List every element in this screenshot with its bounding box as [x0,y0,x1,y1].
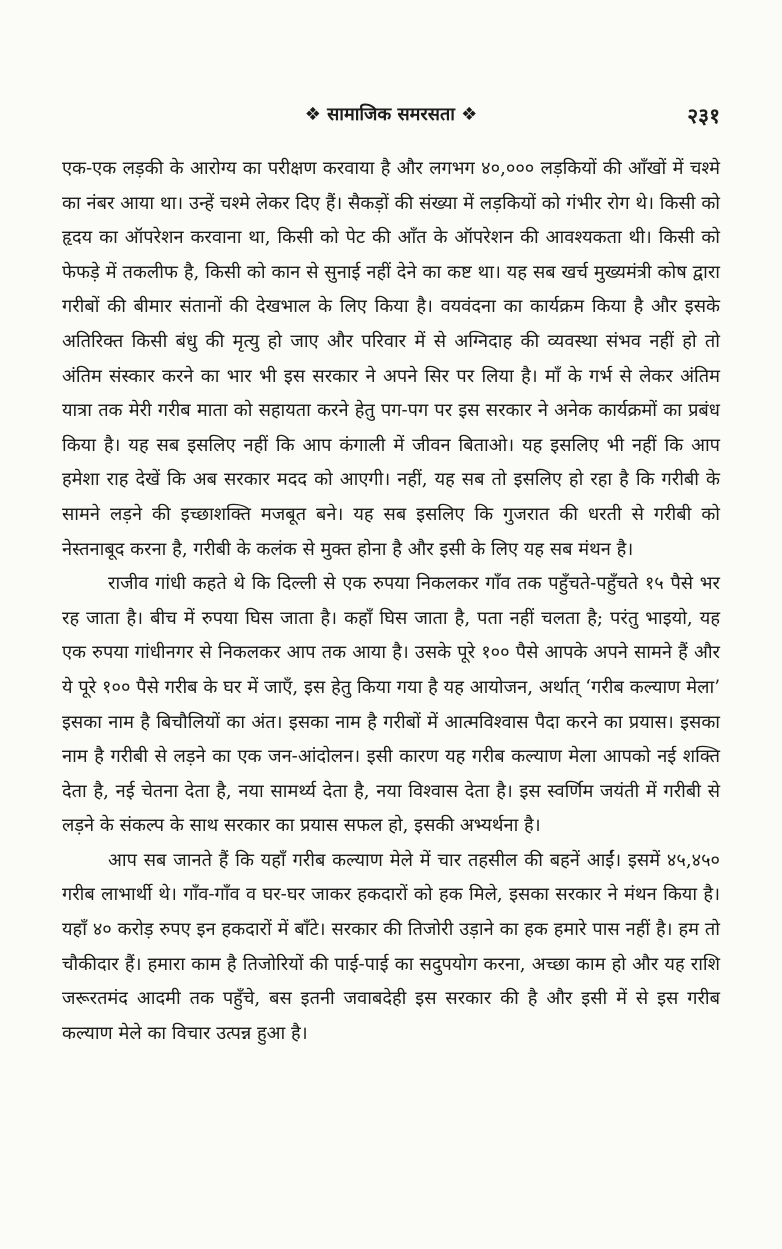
body-text [62,152,720,1051]
page-number: २३१ [687,104,720,128]
page-header [62,102,720,136]
running-title: ❖ सामाजिक समरसता ❖ [304,104,478,125]
paragraph-2: राजीव गांधी कहते थे कि दिल्ली से एक रुपया निकलकर गाँव तक पहुँचते-पहुँचते १५ पैसे भर रह जाता है। बीच में रुपया घिस जाता है। कहाँ घिस जाता है, पता नहीं चलता है; परंतु भाइयो, यह एक रुपया गांधीनगर से निकलकर आप तक आया है। उसके पूरे १०० पैसे आपके अपने सामने हैं और ये पूरे १०० पैसे गरीब के घर में जाएँ, इस हेतु किया गया है यह आयोजन, अर्थात् ‘गरीब कल्याण मेला’ इसका नाम है बिचौलियों का अंत। इसका नाम है गरीबों में आत्मविश्वास पैदा करने का प्रयास। इसका नाम है गरीबी से लड़ने का एक जन-आंदोलन। इसी कारण यह गरीब कल्याण मेला आपको नई शक्ति देता है, नई चेतना देता है, नया सामर्थ्य देता है, नया विश्वास देता है। इस स्वर्णिम जयंती में गरीबी से लड़ने के संकल्प के साथ सरकार का प्रयास सफल हो, इसकी अभ्यर्थना है। [62,573,720,837]
paragraph-3: आप सब जानते हैं कि यहाँ गरीब कल्याण मेले में चार तहसील की बहनें आईं। इसमें ४५,४५० गरीब लाभार्थी थे। गाँव-गाँव व घर-घर जाकर हकदारों को हक मिले, इसका सरकार ने मंथन किया है। यहाँ ४० करोड़ रुपए इन हकदारों में बाँटे। सरकार की तिजोरी उड़ाने का हक हमारे पास नहीं है। हम तो चौकीदार हैं। हमारा काम है तिजोरियों की पाई-पाई का सदुपयोग करना, अच्छा काम हो और यह राशि जरूरतमंद आदमी तक पहुँचे, बस इतनी जवाबदेही इस सरकार की है और इसी में से इस गरीब कल्याण मेले का विचार उत्पन्न हुआ है। [62,849,720,1044]
paragraph-1: एक-एक लड़की के आरोग्य का परीक्षण करवाया है और लगभग ४०,००० लड़कियों की आँखों में चश्मे का नंबर आया था। उन्हें चश्मे लेकर दिए हैं। सैकड़ों की संख्या में लड़कियों को गंभीर रोग थे। किसी को हृदय का ऑपरेशन करवाना था, किसी को पेट की आँत के ऑपरेशन की आवश्यकता थी। किसी को फेफड़े में तकलीफ है, किसी को कान से सुनाई नहीं देने का कष्ट था। यह सब खर्च मुख्यमंत्री कोष द्वारा गरीबों की बीमार संतानों की देखभाल के लिए किया है। वयवंदना का कार्यक्रम किया है और इसके अतिरिक्त किसी बंधु की मृत्यु हो जाए और परिवार में से अग्निदाह की व्यवस्था संभव नहीं हो तो अंतिम संस्कार करने का भार भी इस सरकार ने अपने सिर पर लिया है। माँ के गर्भ से लेकर अंतिम यात्रा तक मेरी गरीब माता को सहायता करने हेतु पग-पग पर इस सरकार ने अनेक कार्यक्रमों का प्रबंध किया है। यह सब इसलिए नहीं कि आप कंगाली में जीवन बिताओ। यह इसलिए भी नहीं कि आप हमेशा राह देखें कि अब सरकार मदद को आएगी। नहीं, यह सब तो इसलिए हो रहा है कि गरीबी के सामने लड़ने की इच्छाशक्ति मजबूत बने। यह सब इसलिए कि गुजरात की धरती से गरीबी को नेस्तनाबूद करना है, गरीबी के कलंक से मुक्त होना है और इसी के लिए यह सब मंथन है। [62,158,720,560]
